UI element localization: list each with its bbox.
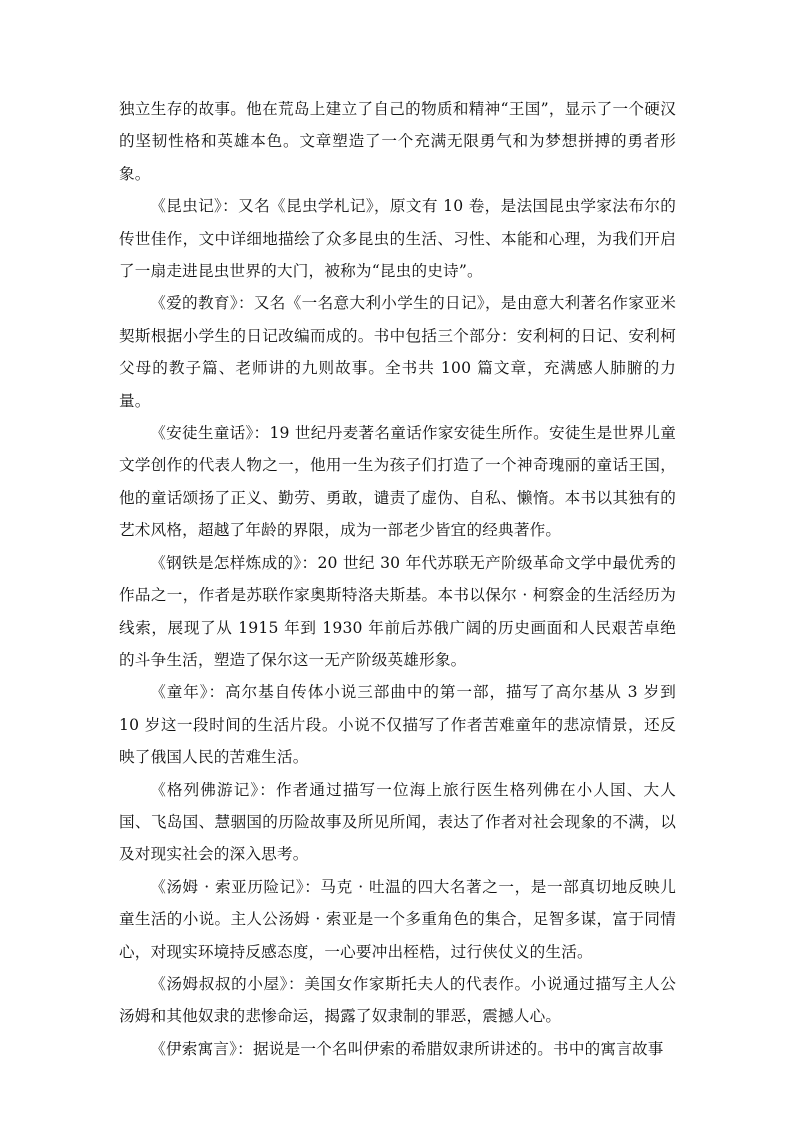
document-body [119, 93, 676, 1065]
paragraph-aesops-fables: 《伊索寓言》：据说是一个名叫伊索的希腊奴隶所讲述的。书中的寓言故事 [150, 1039, 664, 1058]
paragraph-heart-education: 《爱的教育》：又名《一名意大利小学生的日记》，是由意大利著名作家亚米契斯根据小学生的日记改编而成的。书中包括三个部分：安利柯的日记、安利柯父母的教子篇、老师讲的九则故事。全书共 100 篇文章，充满感人肺腑的力量。 [119, 294, 676, 410]
paragraph-andersen-fairy-tales: 《安徒生童话》：19 世纪丹麦著名童话作家安徒生所作。安徒生是世界儿童文学创作的代表人物之一，他用一生为孩子们打造了一个神奇瑰丽的童话王国，他的童话颂扬了正义、勤劳、勇敢，谴责了虚伪、自私、懒惰。本书以其独有的艺术风格，超越了年龄的界限，成为一部老少皆宜的经典著作。 [119, 424, 676, 540]
paragraph-childhood: 《童年》：高尔基自传体小说三部曲中的第一部，描写了高尔基从 3 岁到 10 岁这一段时间的生活片段。小说不仅描写了作者苦难童年的悲凉情景，还反映了俄国人民的苦难生活。 [119, 683, 676, 767]
paragraph-gullivers-travels: 《格列佛游记》：作者通过描写一位海上旅行医生格列佛在小人国、大人国、飞岛国、慧骃国的历险故事及所见所闻，表达了作者对社会现象的不满，以及对现实社会的深入思考。 [119, 780, 676, 864]
paragraph-tom-sawyer: 《汤姆 · 索亚历险记》：马克 · 吐温的四大名著之一，是一部真切地反映儿童生活的小说。主人公汤姆 · 索亚是一个多重角色的集合，足智多谋，富于同情心，对现实环境持反感态度，一心要冲出桎梏，过行侠仗义的生活。 [119, 877, 676, 961]
paragraph-insect-records: 《昆虫记》：又名《昆虫学札记》，原文有 10 卷，是法国昆虫学家法布尔的传世佳作，文中详细地描绘了众多昆虫的生活、习性、本能和心理，为我们开启了一扇走进昆虫世界的大门，被称为“昆虫的史诗”。 [119, 197, 676, 281]
paragraph-uncle-toms-cabin: 《汤姆叔叔的小屋》：美国女作家斯托夫人的代表作。小说通过描写主人公汤姆和其他奴隶的悲惨命运，揭露了奴隶制的罪恶，震撼人心。 [119, 974, 676, 1026]
paragraph-how-steel-tempered: 《钢铁是怎样炼成的》：20 世纪 30 年代苏联无产阶级革命文学中最优秀的作品之一，作者是苏联作家奥斯特洛夫斯基。本书以保尔 · 柯察金的生活经历为线索，展现了从 1915 年到 1930 年前后苏俄广阔的历史画面和人民艰苦卓绝的斗争生活，塑造了保尔这一无产阶级英雄形象。 [119, 553, 676, 669]
paragraph-robinson-continued: 独立生存的故事。他在荒岛上建立了自己的物质和精神“王国”，显示了一个硬汉的坚韧性格和英雄本色。文章塑造了一个充满无限勇气和为梦想拼搏的勇者形象。 [119, 100, 676, 183]
